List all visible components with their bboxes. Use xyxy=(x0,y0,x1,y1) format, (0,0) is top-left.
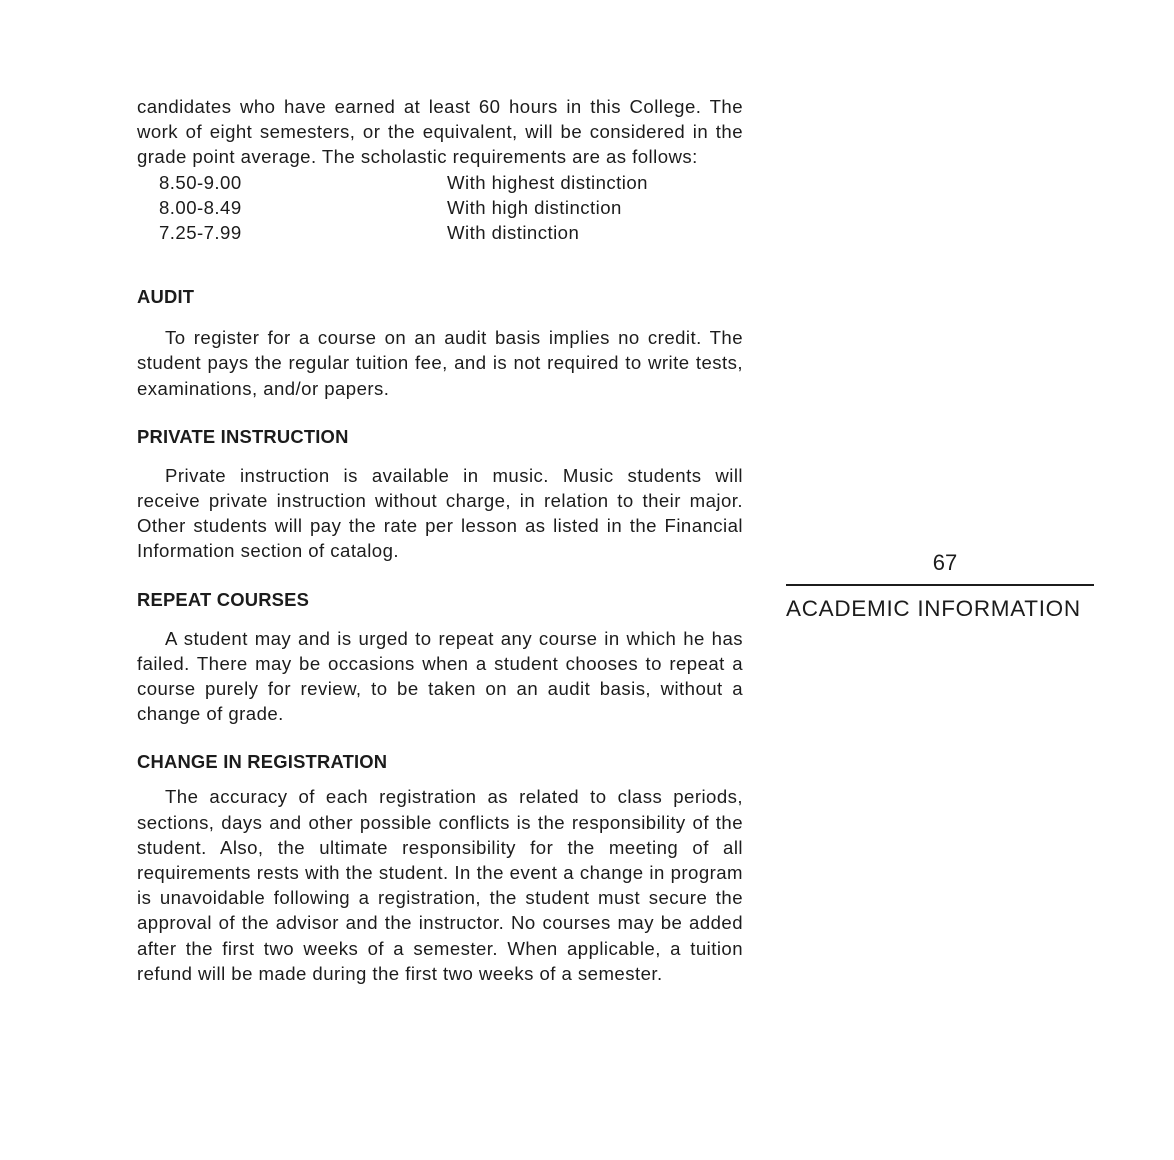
private-instruction-paragraph: Private instruction is available in music. Music students will receive private instruction without charge, in relation to their major. Other students will pay the rate per lesson as listed in the Financial Information section of catalog. xyxy=(137,464,743,562)
page-number: 67 xyxy=(932,550,958,575)
grade-range: 7.25-7.99 xyxy=(159,222,242,244)
grade-range: 8.50-9.00 xyxy=(159,171,242,193)
change-in-registration-paragraph: The accuracy of each registration as related to class periods, sections, days and other possible conflicts is the responsibility of the student. Also, the ultimate responsibility for the meeting of all requirements rests with the student. In the event a change in program is unavoidable following a registration, the student must secure the approval of the advisor and the instructor. No courses may be added after the first two weeks of a semester. When applicable, a tuition refund will be made during the first two weeks of a semester. xyxy=(137,786,743,984)
grade-distinction: With distinction xyxy=(447,222,580,244)
change-in-registration-heading: CHANGE IN REGISTRATION xyxy=(137,751,388,773)
grade-distinction-table xyxy=(159,170,699,246)
main-column xyxy=(137,94,743,986)
grade-row xyxy=(159,220,699,245)
grade-distinction: With highest distinction xyxy=(447,171,648,193)
section-title: ACADEMIC INFORMATION xyxy=(786,596,1081,621)
grade-row xyxy=(159,195,699,220)
divider-rule xyxy=(786,584,1094,586)
private-instruction-heading: PRIVATE INSTRUCTION xyxy=(137,425,349,447)
grade-row xyxy=(159,170,699,195)
intro-paragraph: candidates who have earned at least 60 hours in this College. The work of eight semesters, or the equivalent, will be considered in the grade point average. The scholastic requirements are as follows: xyxy=(137,96,743,168)
grade-range: 8.00-8.49 xyxy=(159,196,242,218)
audit-heading: AUDIT xyxy=(137,286,195,308)
audit-paragraph: To register for a course on an audit basis implies no credit. The student pays the regular tuition fee, and is not required to write tests, examinations, and/or papers. xyxy=(137,327,743,399)
grade-distinction: With high distinction xyxy=(447,196,622,218)
repeat-courses-heading: REPEAT COURSES xyxy=(137,588,310,610)
section-sidebar xyxy=(786,548,1094,624)
repeat-courses-paragraph: A student may and is urged to repeat any course in which he has failed. There may be occasions when a student chooses to repeat a course purely for review, to be taken on an audit basis, without a change of grade. xyxy=(137,627,743,725)
